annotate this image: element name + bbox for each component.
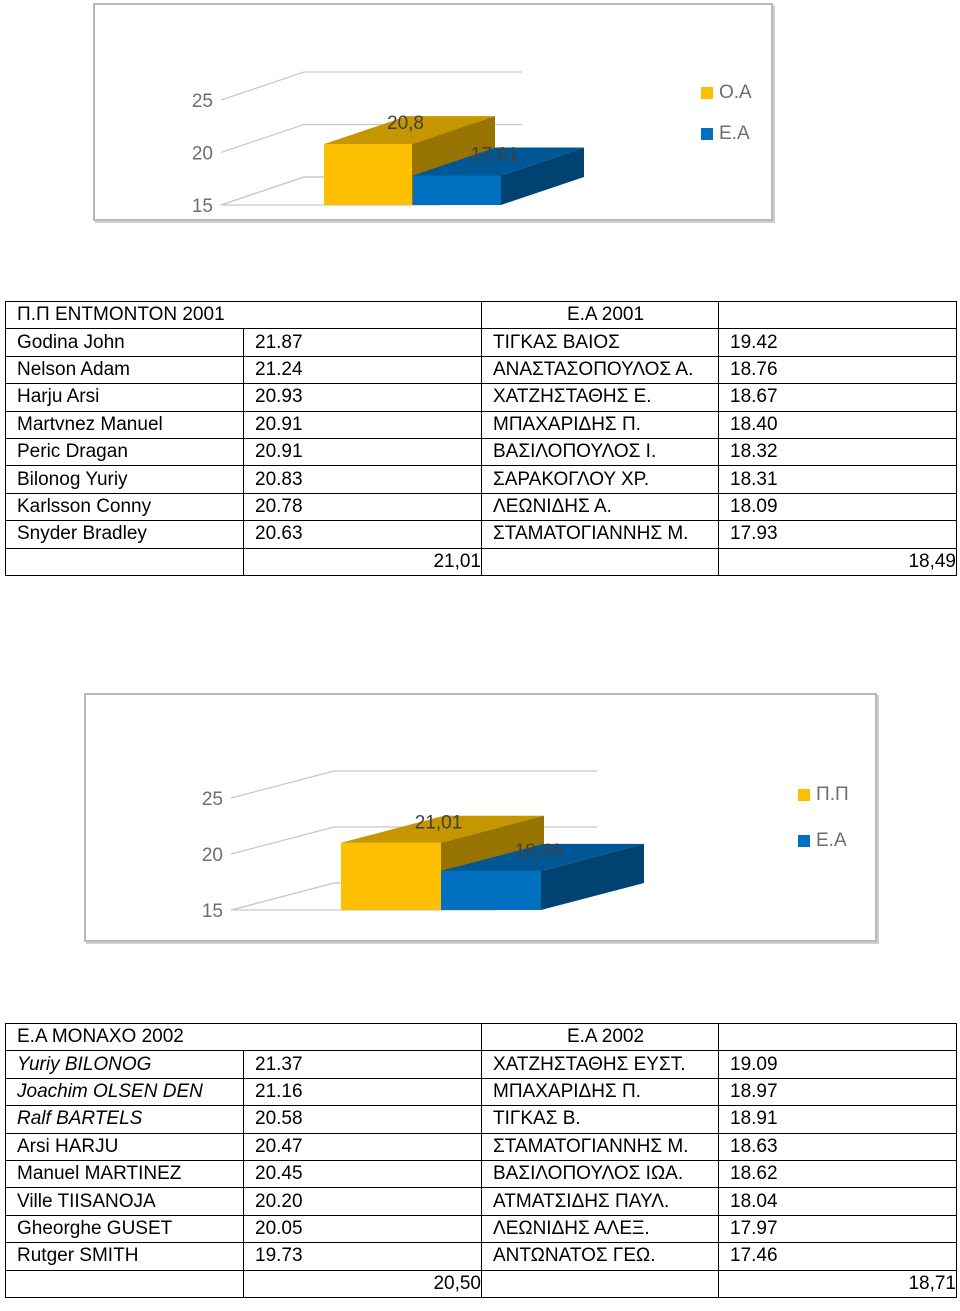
athlete-mark: 20.45: [244, 1160, 482, 1187]
athlete-name: ΤΙΓΚΑΣ Β.: [482, 1106, 719, 1133]
athlete-mark: 20.91: [244, 411, 482, 438]
athlete-mark: 18.67: [719, 384, 957, 411]
table-row: [6, 438, 957, 465]
average-left: 20,50: [244, 1270, 482, 1297]
header-left: Ε.Α ΜΟΝΑΧΟ 2002: [6, 1024, 482, 1051]
athlete-mark: 18.76: [719, 356, 957, 383]
table-header-row: [6, 1024, 957, 1051]
table-row: [6, 329, 957, 356]
athlete-name: Karlsson Conny: [6, 493, 244, 520]
table-row: [6, 1106, 957, 1133]
athlete-name: ΧΑΤΖΗΣΤΑΘΗΣ Ε.: [482, 384, 719, 411]
athlete-mark: 18.63: [719, 1133, 957, 1160]
chart-2-legend: [798, 783, 849, 870]
athlete-name: Ralf BARTELS: [6, 1106, 244, 1133]
table-row: [6, 1078, 957, 1105]
athlete-mark: 20.20: [244, 1188, 482, 1215]
athlete-name: Martvnez Manuel: [6, 411, 244, 438]
bar-front: [341, 843, 441, 910]
table-row: [6, 1215, 957, 1242]
legend-item: [701, 122, 752, 146]
legend-swatch-blue: [798, 835, 810, 847]
athlete-name: ΑΝΑΣΤΑΣΟΠΟΥΛΟΣ Α.: [482, 356, 719, 383]
table-header-row: [6, 302, 957, 329]
legend-swatch-yellow: [701, 87, 713, 99]
chart-1: [93, 3, 773, 221]
table-row: [6, 493, 957, 520]
legend-label: Π.Π: [816, 784, 849, 805]
empty-cell: [6, 548, 244, 575]
athlete-name: ΛΕΩΝΙΔΗΣ Α.: [482, 493, 719, 520]
athlete-mark: 17.93: [719, 521, 957, 548]
athlete-mark: 21.87: [244, 329, 482, 356]
header-right: Ε.Α 2002: [482, 1024, 719, 1051]
legend-label: Ε.Α: [816, 830, 847, 851]
data-label: 20,8: [387, 113, 424, 135]
legend-swatch-yellow: [798, 789, 810, 801]
athlete-name: Nelson Adam: [6, 356, 244, 383]
athlete-mark: 20.78: [244, 493, 482, 520]
athlete-mark: 18.62: [719, 1160, 957, 1187]
athlete-mark: 18.04: [719, 1188, 957, 1215]
table-row: [6, 1243, 957, 1270]
athlete-name: ΒΑΣΙΛΟΠΟΥΛΟΣ ΙΩΑ.: [482, 1160, 719, 1187]
average-row: [6, 1270, 957, 1297]
table-row: [6, 411, 957, 438]
athlete-name: Bilonog Yuriy: [6, 466, 244, 493]
athlete-mark: 18.31: [719, 466, 957, 493]
athlete-mark: 21.24: [244, 356, 482, 383]
y-tick-label: 20: [191, 143, 213, 165]
data-label: 18,49: [514, 840, 563, 862]
average-right: 18,49: [719, 548, 957, 575]
athlete-name: ΛΕΩΝΙΔΗΣ ΑΛΕΞ.: [482, 1215, 719, 1242]
athlete-name: ΒΑΣΙΛΟΠΟΥΛΟΣ Ι.: [482, 438, 719, 465]
athlete-name: ΜΠΑΧΑΡΙΔΗΣ Π.: [482, 1078, 719, 1105]
athlete-name: ΣΤΑΜΑΤΟΓΙΑΝΝΗΣ Μ.: [482, 521, 719, 548]
legend-swatch-blue: [701, 128, 713, 140]
average-right: 18,71: [719, 1270, 957, 1297]
legend-label: Ο.Α: [719, 82, 752, 103]
header-right: Ε.Α 2001: [482, 302, 719, 329]
athlete-mark: 20.83: [244, 466, 482, 493]
y-tick-label: 25: [201, 789, 223, 810]
data-label: 21,01: [414, 812, 463, 834]
legend-item: [798, 783, 849, 807]
empty-cell: [719, 302, 957, 329]
athlete-name: Joachim OLSEN DEN: [6, 1078, 244, 1105]
athlete-mark: 19.09: [719, 1051, 957, 1078]
table-row: [6, 356, 957, 383]
table-row: [6, 1133, 957, 1160]
athlete-name: Peric Dragan: [6, 438, 244, 465]
athlete-name: Gheorghe GUSET: [6, 1215, 244, 1242]
athlete-mark: 17.97: [719, 1215, 957, 1242]
athlete-mark: 21.37: [244, 1051, 482, 1078]
legend-label: Ε.Α: [719, 123, 750, 144]
data-label: 17,81: [470, 144, 519, 166]
athlete-name: ΣΤΑΜΑΤΟΓΙΑΝΝΗΣ Μ.: [482, 1133, 719, 1160]
athlete-name: Ville TIISANOJA: [6, 1188, 244, 1215]
bar-front: [441, 871, 541, 910]
results-table-2001: [5, 301, 957, 576]
table-row: [6, 384, 957, 411]
table-row: [6, 1188, 957, 1215]
header-left: Π.Π ΕΝΤΜΟΝΤΟΝ 2001: [6, 302, 482, 329]
average-row: [6, 548, 957, 575]
y-tick-label: 15: [201, 901, 223, 922]
athlete-name: Harju Arsi: [6, 384, 244, 411]
y-tick-label: 20: [201, 845, 223, 866]
y-tick-label: 25: [191, 91, 213, 112]
chart-2-plot: [86, 695, 875, 940]
athlete-mark: 20.63: [244, 521, 482, 548]
athlete-mark: 18.40: [719, 411, 957, 438]
athlete-mark: 20.91: [244, 438, 482, 465]
chart-1-legend: [701, 81, 752, 163]
athlete-mark: 20.58: [244, 1106, 482, 1133]
athlete-name: Snyder Bradley: [6, 521, 244, 548]
legend-item: [701, 81, 752, 105]
athlete-mark: 18.97: [719, 1078, 957, 1105]
athlete-mark: 19.42: [719, 329, 957, 356]
chart-2: [84, 693, 877, 942]
athlete-mark: 20.47: [244, 1133, 482, 1160]
table-row: [6, 1051, 957, 1078]
empty-cell: [6, 1270, 244, 1297]
athlete-name: Godina John: [6, 329, 244, 356]
table-row: [6, 1160, 957, 1187]
athlete-mark: 18.91: [719, 1106, 957, 1133]
gridline: [231, 771, 597, 798]
table-row: [6, 466, 957, 493]
empty-cell: [482, 548, 719, 575]
legend-item: [798, 829, 849, 853]
athlete-name: ΧΑΤΖΗΣΤΑΘΗΣ ΕΥΣΤ.: [482, 1051, 719, 1078]
athlete-name: ΜΠΑΧΑΡΙΔΗΣ Π.: [482, 411, 719, 438]
athlete-name: Arsi HARJU: [6, 1133, 244, 1160]
athlete-mark: 18.09: [719, 493, 957, 520]
athlete-mark: 20.93: [244, 384, 482, 411]
empty-cell: [719, 1024, 957, 1051]
bar-front: [413, 175, 501, 205]
athlete-mark: 20.05: [244, 1215, 482, 1242]
bar-front: [324, 144, 412, 205]
athlete-name: Rutger SMITH: [6, 1243, 244, 1270]
empty-cell: [482, 1270, 719, 1297]
athlete-mark: 19.73: [244, 1243, 482, 1270]
y-tick-label: 15: [191, 196, 213, 217]
athlete-name: ΣΑΡΑΚΟΓΛΟΥ ΧΡ.: [482, 466, 719, 493]
athlete-name: Manuel MARTINEZ: [6, 1160, 244, 1187]
athlete-mark: 17.46: [719, 1243, 957, 1270]
athlete-name: ΑΝΤΩΝΑΤΟΣ ΓΕΩ.: [482, 1243, 719, 1270]
chart-1-plot: [95, 5, 771, 219]
athlete-mark: 18.32: [719, 438, 957, 465]
athlete-name: Yuriy BILONOG: [6, 1051, 244, 1078]
gridline: [221, 72, 522, 100]
table-row: [6, 521, 957, 548]
athlete-name: ΤΙΓΚΑΣ ΒΑΙΟΣ: [482, 329, 719, 356]
average-left: 21,01: [244, 548, 482, 575]
athlete-mark: 21.16: [244, 1078, 482, 1105]
athlete-name: ΑΤΜΑΤΣΙΔΗΣ ΠΑΥΛ.: [482, 1188, 719, 1215]
results-table-2002: [5, 1023, 957, 1298]
